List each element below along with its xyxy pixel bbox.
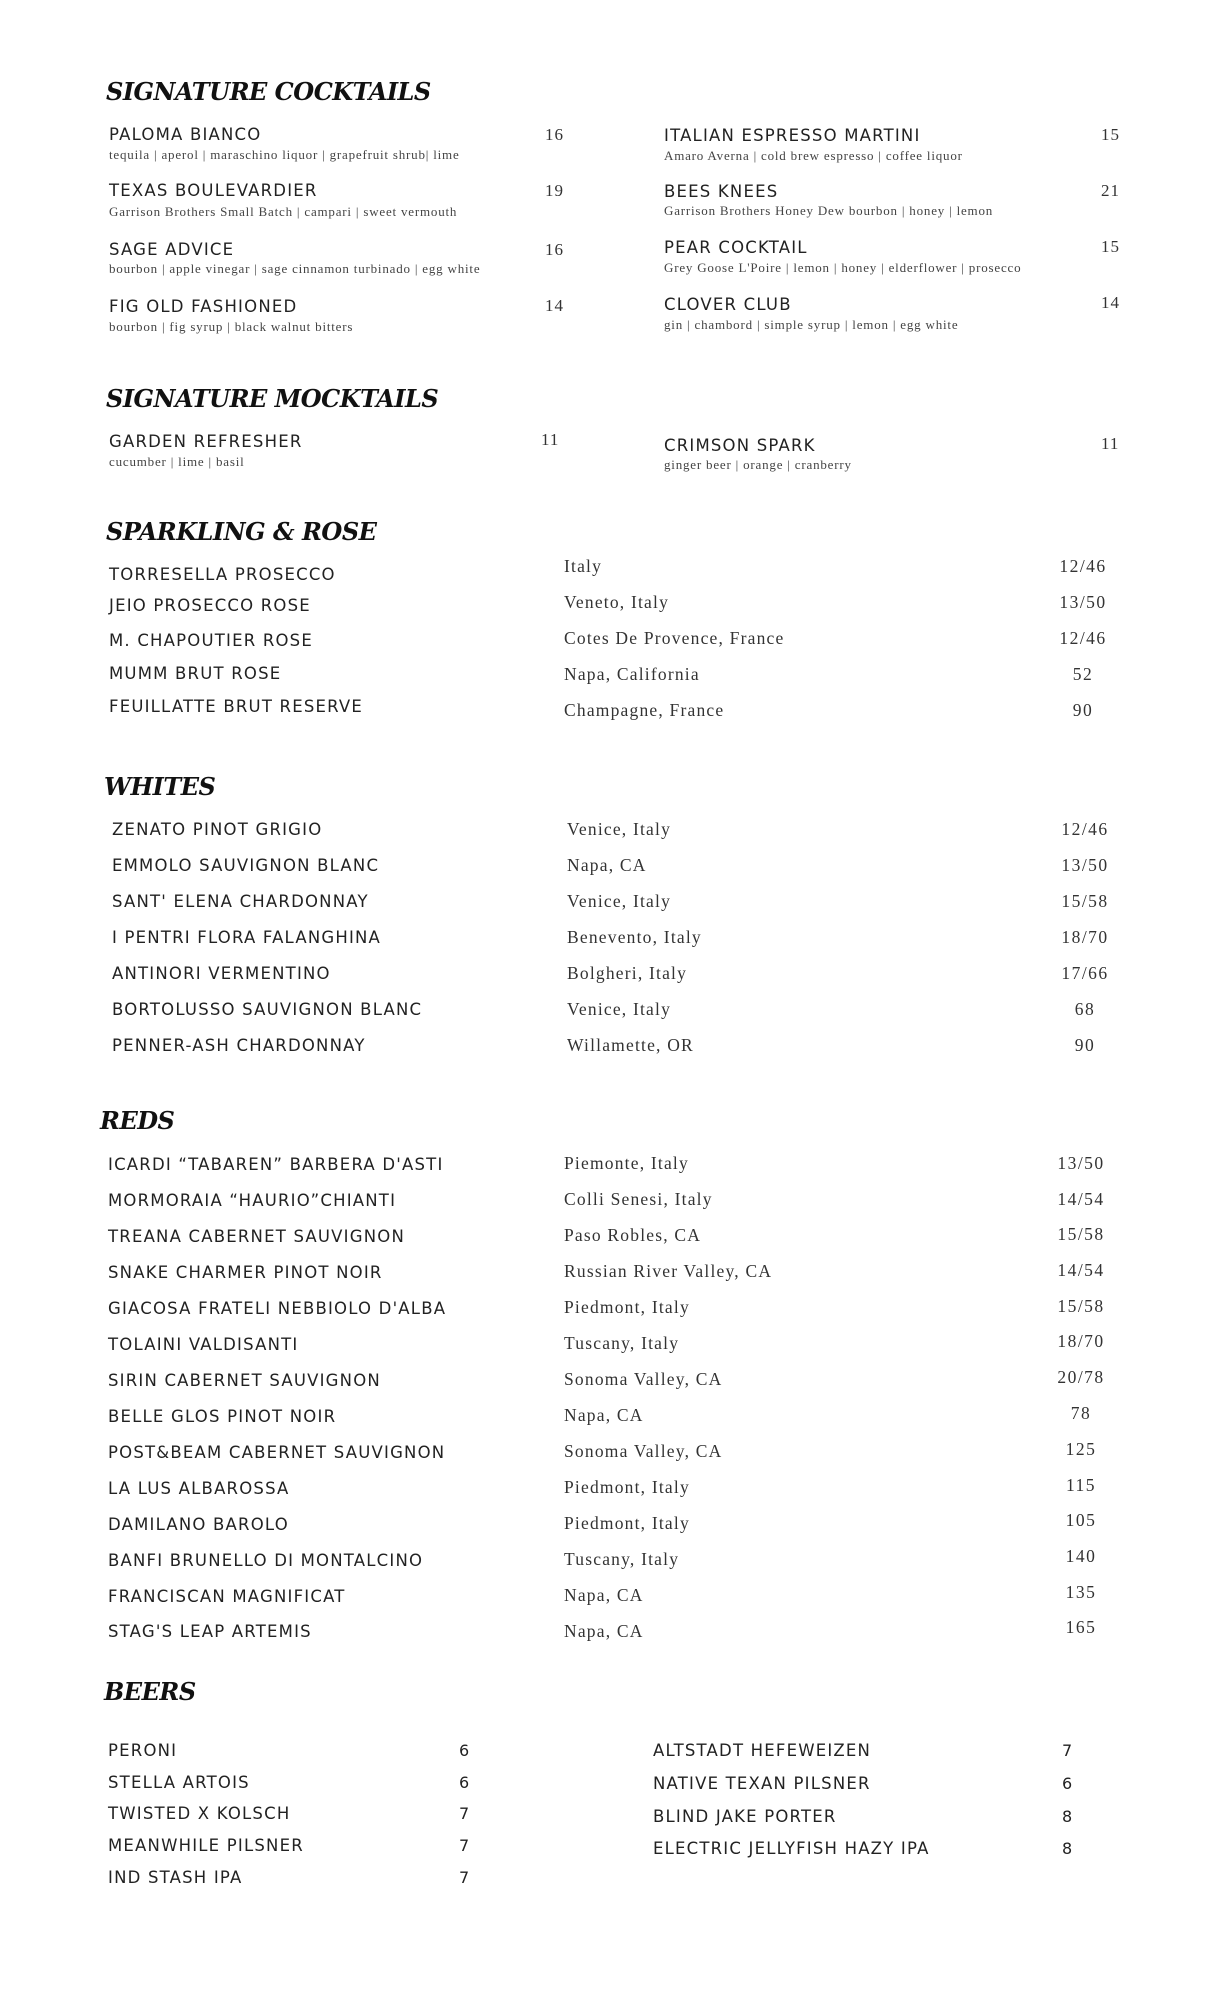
wine-name: BORTOLUSSO SAUVIGNON BLANC (112, 1000, 423, 1019)
wine-region: Benevento, Italy (567, 927, 702, 947)
item-name: CLOVER CLUB (664, 295, 792, 314)
beer-price: 7 (1062, 1741, 1073, 1760)
beer-price: 6 (459, 1741, 470, 1760)
wine-name: FEUILLATTE BRUT RESERVE (109, 697, 364, 716)
item-name: PEAR COCKTAIL (664, 238, 808, 257)
wine-region: Tuscany, Italy (564, 1549, 680, 1569)
wine-region: Tuscany, Italy (564, 1333, 680, 1353)
item-price: 11 (541, 430, 560, 449)
beer-price: 8 (1062, 1807, 1073, 1826)
item-price: 14 (1101, 293, 1120, 312)
item-description: cucumber | lime | basil (109, 454, 245, 469)
item-description: bourbon | apple vinegar | sage cinnamon turbinado | egg white (109, 261, 481, 276)
wine-price: 20/78 (1057, 1367, 1105, 1387)
wine-region: Paso Robles, CA (564, 1225, 702, 1245)
sparkling-title: SPARKLING & ROSE (106, 517, 377, 546)
beer-name: ALTSTADT HEFEWEIZEN (653, 1741, 872, 1760)
wine-region: Cotes De Provence, France (564, 628, 785, 648)
wine-region: Russian River Valley, CA (564, 1261, 773, 1281)
wine-region: Sonoma Valley, CA (564, 1369, 723, 1389)
item-description: Grey Goose L'Poire | lemon | honey | elderflower | prosecco (664, 260, 1022, 275)
wine-price: 105 (1065, 1510, 1097, 1530)
wine-name: ZENATO PINOT GRIGIO (112, 820, 323, 839)
cocktails-title: SIGNATURE COCKTAILS (106, 77, 431, 106)
wine-name: STAG'S LEAP ARTEMIS (108, 1622, 312, 1641)
wine-name: I PENTRI FLORA FALANGHINA (112, 928, 382, 947)
whites-title: WHITES (104, 772, 216, 801)
wine-name: ICARDI “TABAREN” BARBERA D'ASTI (108, 1155, 444, 1174)
wine-name: JEIO PROSECCO ROSE (109, 596, 311, 615)
item-name: PALOMA BIANCO (109, 125, 262, 144)
wine-price: 12/46 (1059, 628, 1107, 648)
item-price: 21 (1101, 181, 1120, 200)
wine-region: Champagne, France (564, 700, 725, 720)
wine-region: Piedmont, Italy (564, 1513, 690, 1533)
wine-name: MORMORAIA “HAURIO”CHIANTI (108, 1191, 397, 1210)
mocktails-title: SIGNATURE MOCKTAILS (106, 384, 439, 413)
wine-region: Piemonte, Italy (564, 1153, 689, 1173)
wine-price: 115 (1065, 1475, 1097, 1495)
wine-name: EMMOLO SAUVIGNON BLANC (112, 856, 380, 875)
wine-name: PENNER-ASH CHARDONNAY (112, 1036, 366, 1055)
wine-region: Venice, Italy (567, 999, 672, 1019)
wine-region: Colli Senesi, Italy (564, 1189, 713, 1209)
wine-price: 125 (1065, 1439, 1097, 1459)
wine-price: 68 (1074, 999, 1096, 1019)
beer-price: 7 (459, 1836, 470, 1855)
wine-region: Bolgheri, Italy (567, 963, 688, 983)
reds-title: REDS (100, 1106, 175, 1135)
wine-name: SIRIN CABERNET SAUVIGNON (108, 1371, 381, 1390)
item-name: ITALIAN ESPRESSO MARTINI (664, 126, 921, 145)
wine-name: POST&BEAM CABERNET SAUVIGNON (108, 1443, 446, 1462)
wine-price: 18/70 (1061, 927, 1109, 947)
wine-price: 15/58 (1057, 1224, 1105, 1244)
beer-price: 6 (459, 1773, 470, 1792)
wine-price: 90 (1072, 700, 1094, 720)
beer-name: TWISTED X KOLSCH (108, 1804, 291, 1823)
item-description: Garrison Brothers Small Batch | campari | sweet vermouth (109, 204, 458, 219)
beer-name: MEANWHILE PILSNER (108, 1836, 304, 1855)
beer-price: 7 (459, 1868, 470, 1887)
wine-name: SANT' ELENA CHARDONNAY (112, 892, 369, 911)
beer-name: STELLA ARTOIS (108, 1773, 250, 1792)
item-name: FIG OLD FASHIONED (109, 297, 298, 316)
beer-price: 7 (459, 1804, 470, 1823)
wine-region: Napa, California (564, 664, 700, 684)
item-description: gin | chambord | simple syrup | lemon | egg white (664, 317, 959, 332)
wine-price: 13/50 (1061, 855, 1109, 875)
item-description: Amaro Averna | cold brew espresso | coffee liquor (664, 148, 963, 163)
wine-name: DAMILANO BAROLO (108, 1515, 289, 1534)
wine-price: 52 (1072, 664, 1094, 684)
wine-region: Sonoma Valley, CA (564, 1441, 723, 1461)
wine-name: TREANA CABERNET SAUVIGNON (108, 1227, 405, 1246)
wine-region: Venice, Italy (567, 819, 672, 839)
wine-price: 135 (1065, 1582, 1097, 1602)
beer-name: PERONI (108, 1741, 178, 1760)
wine-region: Napa, CA (564, 1405, 644, 1425)
wine-price: 15/58 (1057, 1296, 1105, 1316)
item-name: BEES KNEES (664, 182, 779, 201)
wine-price: 17/66 (1061, 963, 1109, 983)
wine-name: LA LUS ALBAROSSA (108, 1479, 290, 1498)
wine-name: TORRESELLA PROSECCO (109, 565, 336, 584)
wine-name: BANFI BRUNELLO DI MONTALCINO (108, 1551, 424, 1570)
wine-region: Venice, Italy (567, 891, 672, 911)
item-description: ginger beer | orange | cranberry (664, 457, 852, 472)
beer-name: BLIND JAKE PORTER (653, 1807, 837, 1826)
wine-name: TOLAINI VALDISANTI (108, 1335, 299, 1354)
wine-price: 18/70 (1057, 1331, 1105, 1351)
wine-price: 12/46 (1059, 556, 1107, 576)
wine-name: BELLE GLOS PINOT NOIR (108, 1407, 337, 1426)
beer-price: 6 (1062, 1774, 1073, 1793)
item-name: SAGE ADVICE (109, 240, 235, 259)
item-price: 19 (545, 181, 564, 200)
wine-price: 14/54 (1057, 1189, 1105, 1209)
wine-region: Piedmont, Italy (564, 1477, 690, 1497)
beer-name: ELECTRIC JELLYFISH HAZY IPA (653, 1839, 930, 1858)
wine-price: 78 (1070, 1403, 1092, 1423)
wine-name: ANTINORI VERMENTINO (112, 964, 331, 983)
wine-region: Piedmont, Italy (564, 1297, 690, 1317)
item-price: 11 (1101, 434, 1120, 453)
wine-name: MUMM BRUT ROSE (109, 664, 282, 683)
beers-title: BEERS (104, 1677, 196, 1706)
wine-price: 12/46 (1061, 819, 1109, 839)
wine-region: Napa, CA (567, 855, 647, 875)
wine-region: Willamette, OR (567, 1035, 694, 1055)
wine-price: 140 (1065, 1546, 1097, 1566)
wine-region: Napa, CA (564, 1621, 644, 1641)
wine-name: M. CHAPOUTIER ROSE (109, 631, 313, 650)
item-price: 14 (545, 296, 564, 315)
beer-price: 8 (1062, 1839, 1073, 1858)
wine-region: Veneto, Italy (564, 592, 670, 612)
item-price: 15 (1101, 125, 1120, 144)
wine-price: 165 (1065, 1617, 1097, 1637)
item-name: CRIMSON SPARK (664, 436, 816, 455)
item-description: bourbon | fig syrup | black walnut bitters (109, 319, 354, 334)
wine-name: SNAKE CHARMER PINOT NOIR (108, 1263, 383, 1282)
item-description: tequila | aperol | maraschino liquor | grapefruit shrub| lime (109, 147, 460, 162)
item-name: GARDEN REFRESHER (109, 432, 303, 451)
beer-name: NATIVE TEXAN PILSNER (653, 1774, 871, 1793)
item-description: Garrison Brothers Honey Dew bourbon | honey | lemon (664, 203, 994, 218)
wine-price: 13/50 (1059, 592, 1107, 612)
wine-price: 14/54 (1057, 1260, 1105, 1280)
item-price: 16 (545, 240, 564, 259)
wine-name: FRANCISCAN MAGNIFICAT (108, 1587, 346, 1606)
wine-region: Napa, CA (564, 1585, 644, 1605)
beer-name: IND STASH IPA (108, 1868, 243, 1887)
item-price: 15 (1101, 237, 1120, 256)
wine-price: 90 (1074, 1035, 1096, 1055)
wine-region: Italy (564, 556, 603, 576)
item-price: 16 (545, 125, 564, 144)
item-name: TEXAS BOULEVARDIER (109, 181, 318, 200)
wine-name: GIACOSA FRATELI NEBBIOLO D'ALBA (108, 1299, 447, 1318)
wine-price: 15/58 (1061, 891, 1109, 911)
wine-price: 13/50 (1057, 1153, 1105, 1173)
